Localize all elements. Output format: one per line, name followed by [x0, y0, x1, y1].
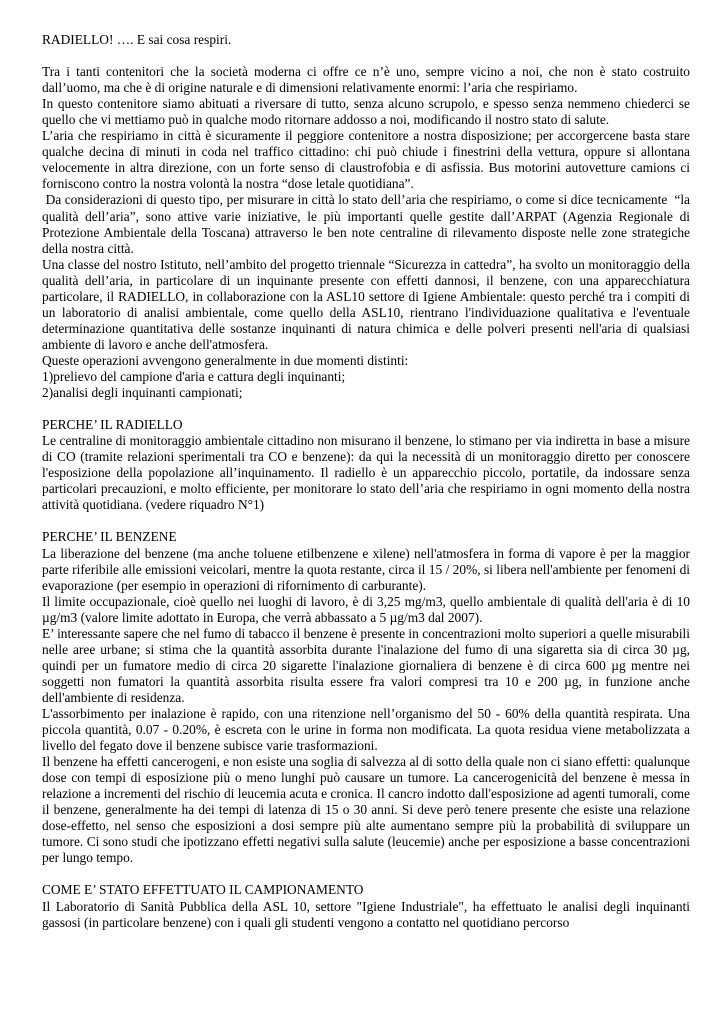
benzene-paragraph-4: L'assorbimento per inalazione è rapido, con una ritenzione nell’organismo del 50 - 60% della quantità respirata. Una piccola quantità, 0.07 - 0.20%, è escreta con le urine in forma non modificata. La quota residua viene metabolizzata a livello del fegato dove il benzene subisce varie trasformazioni. [42, 705, 690, 754]
section-heading-benzene: PERCHE’ IL BENZENE [42, 529, 177, 545]
benzene-paragraph-1: La liberazione del benzene (ma anche toluene etilbenzene e xilene) nell'atmosfera in forma di vapore è per la maggior parte riferibile alle emissioni veicolari, mentre la quota restante, circa il 15 / 20%, si libera nell'ambiente per fenomeni di evaporazione (per esempio in operazioni di rifornimento di carburante). [42, 545, 690, 593]
blank-line [42, 866, 690, 882]
blank-line [42, 401, 690, 417]
radiello-paragraph-1: Le centraline di monitoraggio ambientale cittadino non misurano il benzene, lo stimano per via indiretta in base a misure di CO (tramite relazioni sperimentali tra CO e benzene): da qui la necessità di un monitoraggio diretto per conoscere l'esposizione della popolazione all’inquinamento. Il radiello è un apparecchio piccolo, portatile, da indossare senza particolari precauzioni, e molto efficiente, per monitorare lo stato dell’aria che respiriamo in ogni momento della nostra attività quotidiana. (vedere riquadro N°1) [42, 433, 690, 513]
blank-line [42, 48, 690, 64]
benzene-paragraph-3: E’ interessante sapere che nel fumo di tabacco il benzene è presente in concentrazioni molto superiori a quelle misurabili nelle aree urbane; si stima che la quantità assorbita durante l'inalazione del fumo di una sigaretta sia di circa 30 µg, quindi per un fumatore medio di circa 20 sigarette l'inalazione giornaliera di benzene è di circa 600 µg mentre nei soggetti non fumatori la quantità assorbita risulta essere fra valori compresi tra 10 e 200 µg, in funzione anche dell'ambiente di residenza. [42, 625, 690, 705]
intro-paragraph-1: Tra i tanti contenitori che la società moderna ci offre ce n’è uno, sempre vicino a noi, che non è stato costruito dall’uomo, ma che è di origine naturale e di dimensioni relativamente enormi: l’aria che respiriamo. [42, 64, 690, 96]
intro-paragraph-2: In questo contenitore siamo abituati a riversare di tutto, senza alcuno scrupolo, e spesso senza nemmeno chiederci se quello che vi mettiamo può in qualche modo ritornare addosso a noi, modificando il nostro stato di salute. [42, 96, 690, 128]
section-heading-radiello: PERCHE’ IL RADIELLO [42, 417, 183, 433]
intro-paragraph-3: L’aria che respiriamo in città è sicuramente il peggiore contenitore a nostra disposizione; per accorgercene basta stare qualche decina di minuti in coda nel traffico cittadino: chi può chiude i finestrini della vettura, oppure si allontana velocemente in altra direzione, con un forte senso di claustrofobia e di asfissia. Bus motorini autovetture camions ci forniscono contro la nostra volontà la nostra “dose letale quotidiana”. [42, 128, 690, 192]
intro-paragraph-4: Da considerazioni di questo tipo, per misurare in città lo stato dell’aria che respiriamo, o come si dice tecnicamente “la qualità dell’aria”, sono attive varie iniziative, le più importanti quelle gestite dall’ARPAT (Agenzia Regionale di Protezione Ambientale della Toscana) attraverso le ben note centraline di rilevamento disposte nelle zone strategiche della nostra città. [42, 192, 694, 256]
list-item: 2)analisi degli inquinanti campionati; [42, 385, 243, 401]
intro-paragraph-5: Una classe del nostro Istituto, nell’ambito del progetto triennale “Sicurezza in cattedra”, ha svolto un monitoraggio della qualità dell’aria, in particolare di un inquinante presente con effetti dannosi, il benzene, con una apparecchiatura particolare, il RADIELLO, in collaborazione con la ASL10 settore di Igiene Ambientale: questo perché tra i compiti di un laboratorio di analisi ambientale, come quello della ASL10, rientrano l'individuazione qualitativa e l'eventuale determinazione quantitativa delle sostanze inquinanti di natura chimica e delle polveri presenti nell'aria di qualsiasi ambiente di lavoro e anche dell'atmosfera. [42, 256, 690, 352]
blank-line [42, 513, 690, 529]
list-item: 1)prelievo del campione d'aria e cattura degli inquinanti; [42, 368, 346, 384]
intro-paragraph-6: Queste operazioni avvengono generalmente in due momenti distinti: [42, 352, 409, 368]
document-title: RADIELLO! …. E sai cosa respiri. [42, 32, 232, 47]
benzene-paragraph-5: Il benzene ha effetti cancerogeni, e non esiste una soglia di salvezza al di sotto della quale non ci siano effetti: qualunque dose con tempi di esposizione più o meno lunghi può causare un tumore. La cancerogenicità del benzene è messa in relazione a incrementi del rischio di leucemia acuta e cronica. Il cancro indotto dall'esposizione ad agenti tumorali, come il benzene, generalmente ha dei tempi di latenza di 15 o 30 anni. Si deve però tenere presente che esiste una relazione dose-effetto, nel senso che esposizioni a dosi sempre più alte aumentano sempre più la probabilità di sviluppare un tumore. Ci sono studi che ipotizzano effetti negativi sulla salute (leucemie) anche per esposizione a basse concentrazioni per lungo tempo. [42, 754, 690, 866]
document-page [42, 32, 694, 931]
campionamento-paragraph-1: Il Laboratorio di Sanità Pubblica della ASL 10, settore "Igiene Industriale", ha effettuato le analisi degli inquinanti gassosi (in particolare benzene) con i quali gli studenti vengono a contatto nel quotidiano percorso [42, 898, 690, 930]
benzene-paragraph-2: Il limite occupazionale, cioè quello nei luoghi di lavoro, è di 3,25 mg/m3, quello ambientale di qualità dell'aria è di 10 µg/m3 (valore limite adottato in Europa, che verrà abbassato a 5 µg/m3 dal 2007). [42, 593, 690, 625]
section-heading-campionamento: COME E’ STATO EFFETTUATO IL CAMPIONAMENTO [42, 882, 364, 898]
